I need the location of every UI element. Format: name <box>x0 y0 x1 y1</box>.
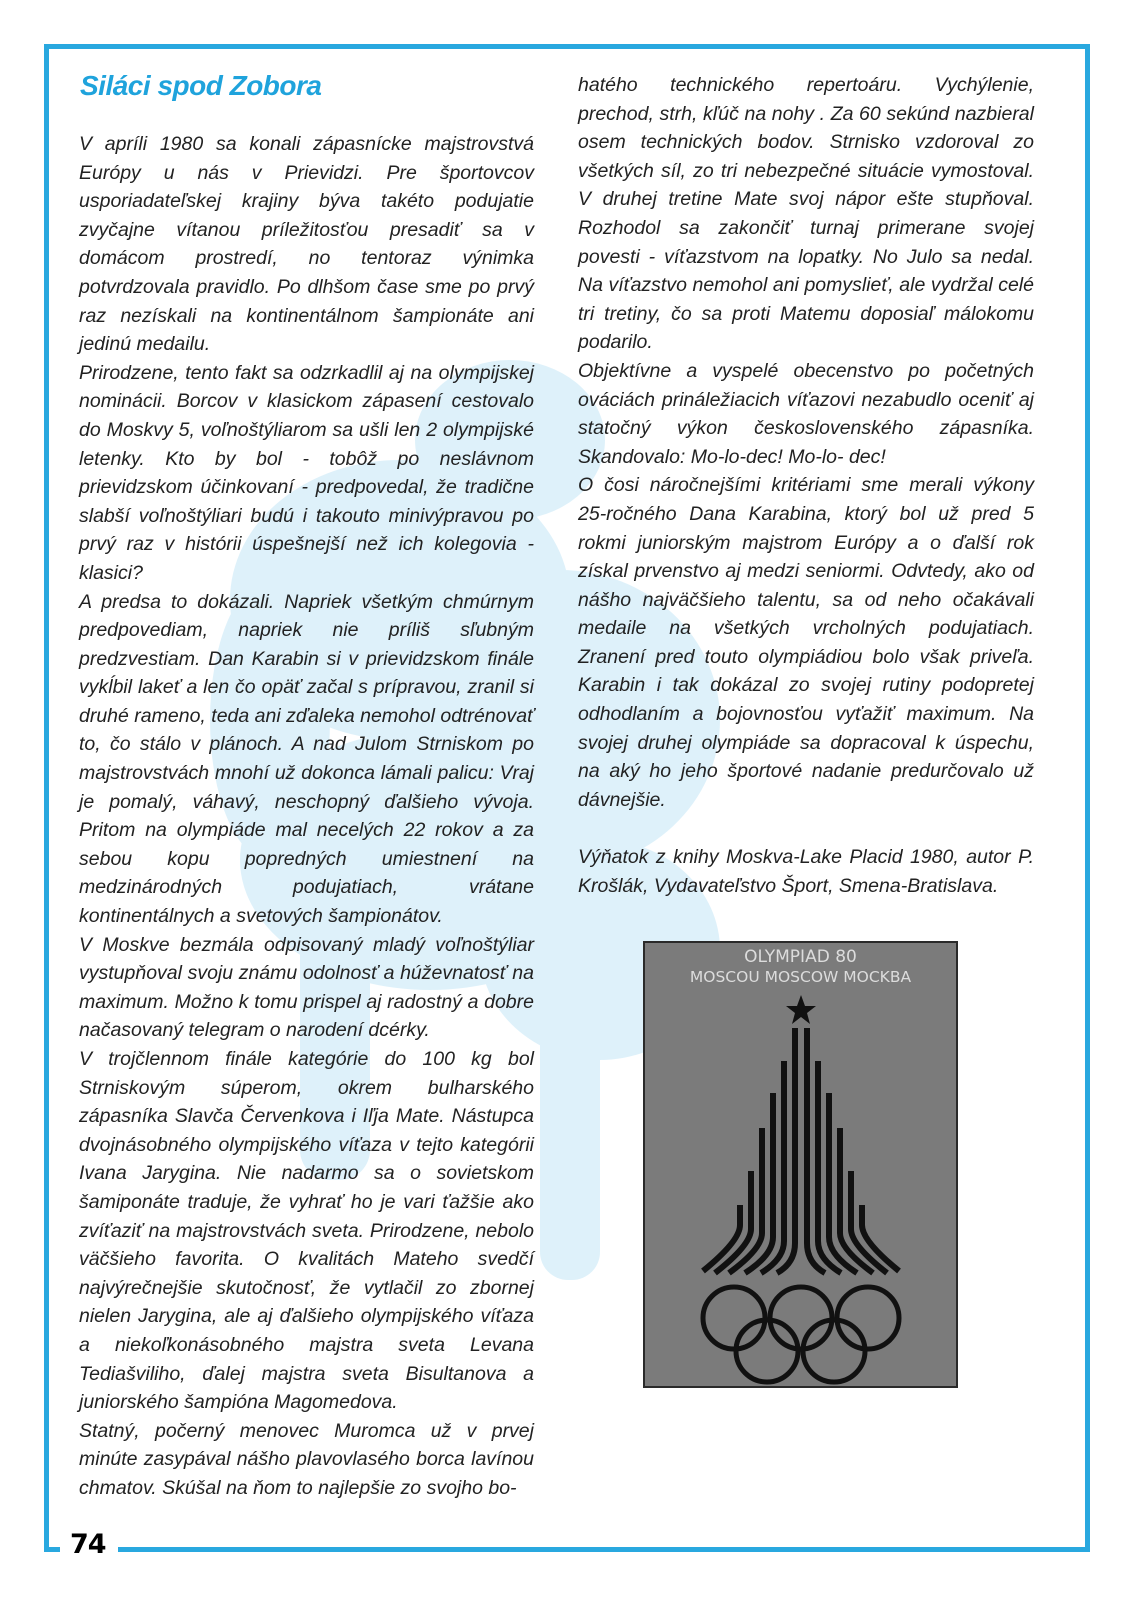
paragraph: V Moskve bezmála odpisovaný mladý voľnoštýliar vystupňoval svoju známu odolnosť a húževnatosť na maximum. Možno k tomu prispel aj radostný a dobre načasovaný telegram o narodení dcérky. <box>79 933 534 1042</box>
frame-bottom-left <box>44 1547 60 1552</box>
page-number: 74 <box>70 1529 106 1560</box>
olympiad-80-poster <box>643 941 958 1388</box>
source-note: Výňatok z knihy Moskva-Lake Placid 1980, autor P. Krošlák, Vydavateľstvo Šport, Smena-Bratislava. <box>578 846 1034 897</box>
article-title: Siláci spod Zobora <box>80 70 322 101</box>
poster-subtitle: MOSCOU MOSCOW MOCKBA <box>689 968 912 986</box>
paragraph: Statný, počerný menovec Muromca už v prvej minúte zasypával nášho plavovlasého borca lavínou chmatov. Skúšal na ňom to najlepšie zo svojho bo- <box>79 1419 534 1499</box>
paragraph: V trojčlennom finále kategórie do 100 kg bol Strniskovým súperom, okrem bulharského zápasníka Slavča Červenkova i Iľja Mate. Nástupca dvojnásobného olympijského víťaza v tejto kategórii Ivana Jarygina. Nie nadarmo sa o sovietskom šamiponáte traduje, že vyhrať ho je vari ťažšie ako zvíťaziť na majstrovstvách sveta. Prirodzene, nebolo väčšieho favorita. O kvalitách Mateho svedčí najvýrečnejšie skutočnosť, že vytlačil zo zbornej nielen Jarygina, ale aj ďalšieho olympijského víťaza a niekoľkonásobného majstra sveta Levana Tediašviliho, ďalej majstra sveta Bisultanova a juniorského šampióna Magomedova. <box>79 1048 534 1414</box>
paragraph: Prirodzene, tento fakt sa odzrkadlil aj na olympijskej nominácii. Borcov v klasickom zápasení cestovalo do Moskvy 5, voľnoštýliarom sa ušli len 2 olympijské letenky. Kto by bol - tobôž po neslávnom prievidzskom účinkovaní - predpovedal, že tradične slabší voľnoštýliari budú i takouto minivýpravou po prvý raz v histórii úspešnejší než ich kolegovia - klasici? <box>79 361 534 584</box>
paragraph: hatého technického repertoáru. Vychýlenie, prechod, strh, kľúč na nohy . Za 60 sekúnd nazbieral osem technických bodov. Strnisko vzdoroval zo všetkých síl, zo tri nebezpečné situácie vymostoval. V druhej tretine Mate svoj nápor ešte stupňoval. Rozhodol sa zakončiť turnaj primerane svojej povesti - víťazstvom na lopatky. No Julo sa nedal. Na víťazstvo nemohol ani pomyslieť, ale vydržal celé tri tretiny, čo sa proti Matemu doposiaľ málokomu podarilo. <box>578 74 1034 354</box>
article-column-left <box>79 130 534 1503</box>
spacer <box>578 814 1034 843</box>
paragraph: A predsa to dokázali. Napriek všetkým chmúrnym predpovediam, napriek nie príliš sľubným predzvestiam. Dan Karabin si v prievidzskom finále vykĺbil lakeť a len čo opäť začal s prípravou, zranil si druhé rameno, teda ani zďaleka nemohol odtrénovať to, čo stálo v plánoch. A nad Julom Strniskom po majstrovstvách mnohí už dokonca lámali palicu: Vraj je pomalý, váhavý, neschopný ďalšieho vývoja. Pritom na olympiáde mal necelých 22 rokov a za sebou kopu popredných umiestnení na medzinárodných podujatiach, vrátane kontinentálnych a svetových šampionátov. <box>79 590 534 928</box>
paragraph: O čosi náročnejšími kritériami sme merali výkony 25-ročného Dana Karabina, ktorý bol už pred 5 rokmi juniorským majstrom Európy a o ďalší rok získal prvenstvo aj medzi seniormi. Odvtedy, ako od nášho najväčšieho talentu, sa od neho očakávali medaile na všetkých vrcholných podujatiach. Zranení pred touto olympiádiou bolo však priveľa. Karabin i tak dokázal zo svojej rutiny podopretej odhodlaním a bojovnosťou vyťažiť maximum. Na svojej druhej olympiáde sa dopracoval k úspechu, na aký ho jeho športové nadanie predurčovalo už dávnejšie. <box>578 474 1034 811</box>
olympic-emblem-icon <box>645 943 956 1386</box>
frame-bottom-right <box>118 1547 1090 1552</box>
paragraph: Objektívne a vyspelé obecenstvo po početných ováciách prináležiacich víťazovi nezabudlo oceniť aj statočný výkon československého zápasníka. Skandovalo: Mo-lo-dec! Mo-lo- dec! <box>578 359 1034 468</box>
article-column-right <box>578 71 1034 900</box>
paragraph: V apríli 1980 sa konali zápasnícke majstrovstvá Európy u nás v Prievidzi. Pre športovcov usporiadateľskej krajiny býva takéto podujatie zvyčajne vítanou príležitosťou presadiť sa v domácom prostredí, no tentoraz výnimka potvrdzovala pravidlo. Po dlhšom čase sme po prvý raz nezískali na kontinentálnom šampionáte ani jedinú medailu. <box>79 133 534 356</box>
poster-title: OLYMPIAD 80 <box>744 947 857 967</box>
